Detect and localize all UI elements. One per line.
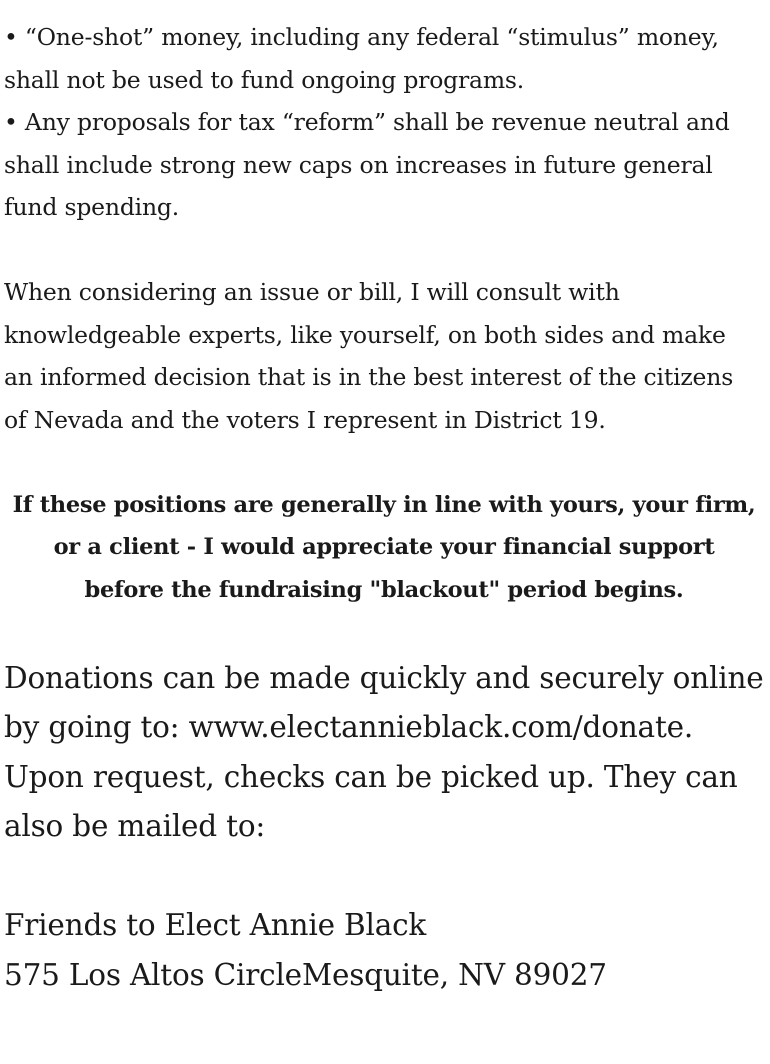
paragraph-spacer (4, 441, 764, 484)
bullet-tax-reform (4, 101, 764, 229)
donation-instructions (4, 654, 764, 852)
text-line: • Any proposals for tax “reform” shall be revenue neutral and (4, 108, 730, 136)
text-line: When considering an issue or bill, I will consult with (4, 278, 620, 306)
bullet-one-shot-money (4, 16, 764, 101)
paragraph-spacer (4, 229, 764, 272)
support-appeal (4, 484, 764, 612)
text-line: • “One-shot” money, including any federal “stimulus” money, (4, 23, 719, 51)
text-line: before the fundraising "blackout" period begins. (84, 576, 684, 603)
text-line: shall not be used to fund ongoing programs. (4, 65, 525, 94)
text-line: Upon request, checks can be picked up. They can (4, 759, 738, 794)
paragraph-spacer (4, 611, 764, 654)
paragraph-spacer (4, 852, 764, 902)
address-street-city: 575 Los Altos CircleMesquite, NV 89027 (4, 957, 607, 992)
mailing-address (4, 901, 764, 1000)
text-line: fund spending. (4, 193, 180, 221)
text-line: Donations can be made quickly and securely online (4, 660, 764, 695)
text-line: an informed decision that is in the best interest of the citizens (4, 363, 734, 391)
text-line: If these positions are generally in line with yours, your firm, (12, 491, 756, 518)
text-line: of Nevada and the voters I represent in District 19. (4, 405, 606, 434)
consult-paragraph (4, 271, 764, 441)
letter-body (4, 16, 764, 1000)
address-name: Friends to Elect Annie Black (4, 908, 427, 942)
text-line: by going to: www.electannieblack.com/donate. (4, 710, 694, 744)
text-line: shall include strong new caps on increases in future general (4, 150, 713, 179)
text-line: or a client - I would appreciate your financial support (53, 534, 715, 560)
text-line: also be mailed to: (4, 809, 266, 843)
text-line: knowledgeable experts, like yourself, on both sides and make (4, 320, 726, 349)
